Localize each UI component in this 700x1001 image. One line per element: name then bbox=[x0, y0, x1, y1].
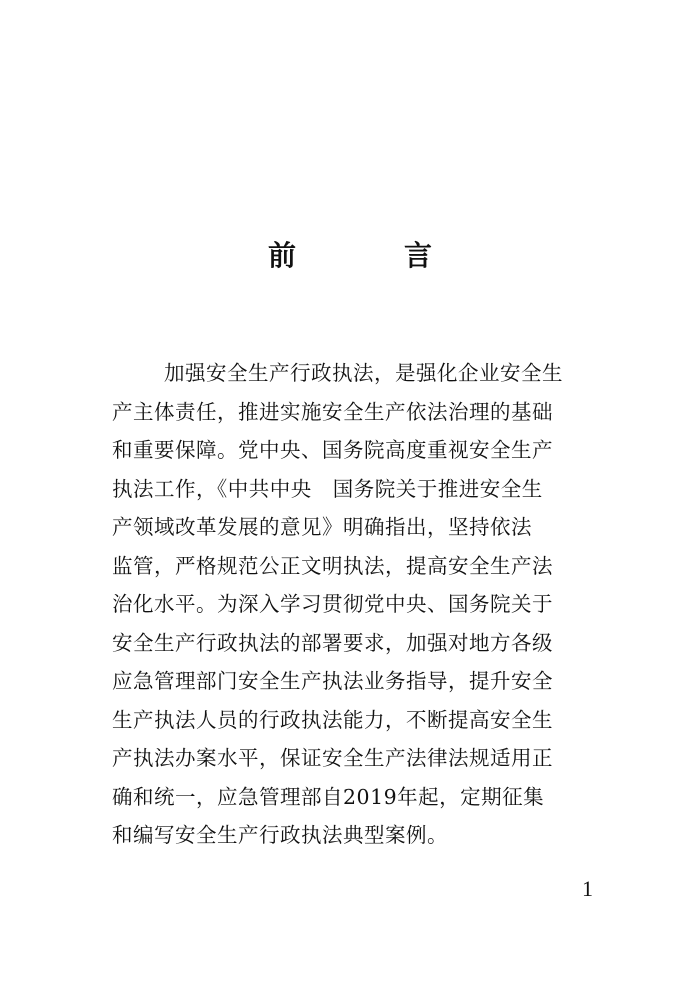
paragraph-line: 安全生产行政执法的部署要求，加强对地方各级 bbox=[112, 630, 553, 655]
paragraph-line: 执法工作，《中共中央 国务院关于推进安全生 bbox=[112, 476, 543, 501]
paragraph-line: 监管，严格规范公正文明执法，提高安全生产法 bbox=[112, 553, 553, 578]
paragraph-line: 治化水平。为深入学习贯彻党中央、国务院关于 bbox=[112, 592, 553, 616]
paragraph-line: 和编写安全生产行政执法典型案例。 bbox=[112, 823, 448, 847]
paragraph-line: 应急管理部门安全生产执法业务指导，提升安全 bbox=[112, 669, 553, 693]
page-number: 1 bbox=[582, 876, 593, 901]
preface-body bbox=[112, 354, 598, 855]
paragraph-line: 产主体责任，推进实施安全生产依法治理的基础 bbox=[112, 399, 553, 424]
paragraph-line: 产执法办案水平，保证安全生产法律法规适用正 bbox=[112, 746, 553, 770]
preface-title: 前 言 bbox=[267, 239, 472, 272]
paragraph-line: 确和统一，应急管理部自2019年起，定期征集 bbox=[112, 784, 545, 809]
paragraph-line: 和重要保障。党中央、国务院高度重视安全生产 bbox=[112, 438, 553, 462]
paragraph-line: 加强安全生产行政执法，是强化企业安全生 bbox=[164, 361, 563, 385]
paragraph-line: 产领域改革发展的意见》明确指出，坚持依法 bbox=[112, 515, 532, 539]
paragraph-line: 生产执法人员的行政执法能力，不断提高安全生 bbox=[112, 707, 553, 732]
